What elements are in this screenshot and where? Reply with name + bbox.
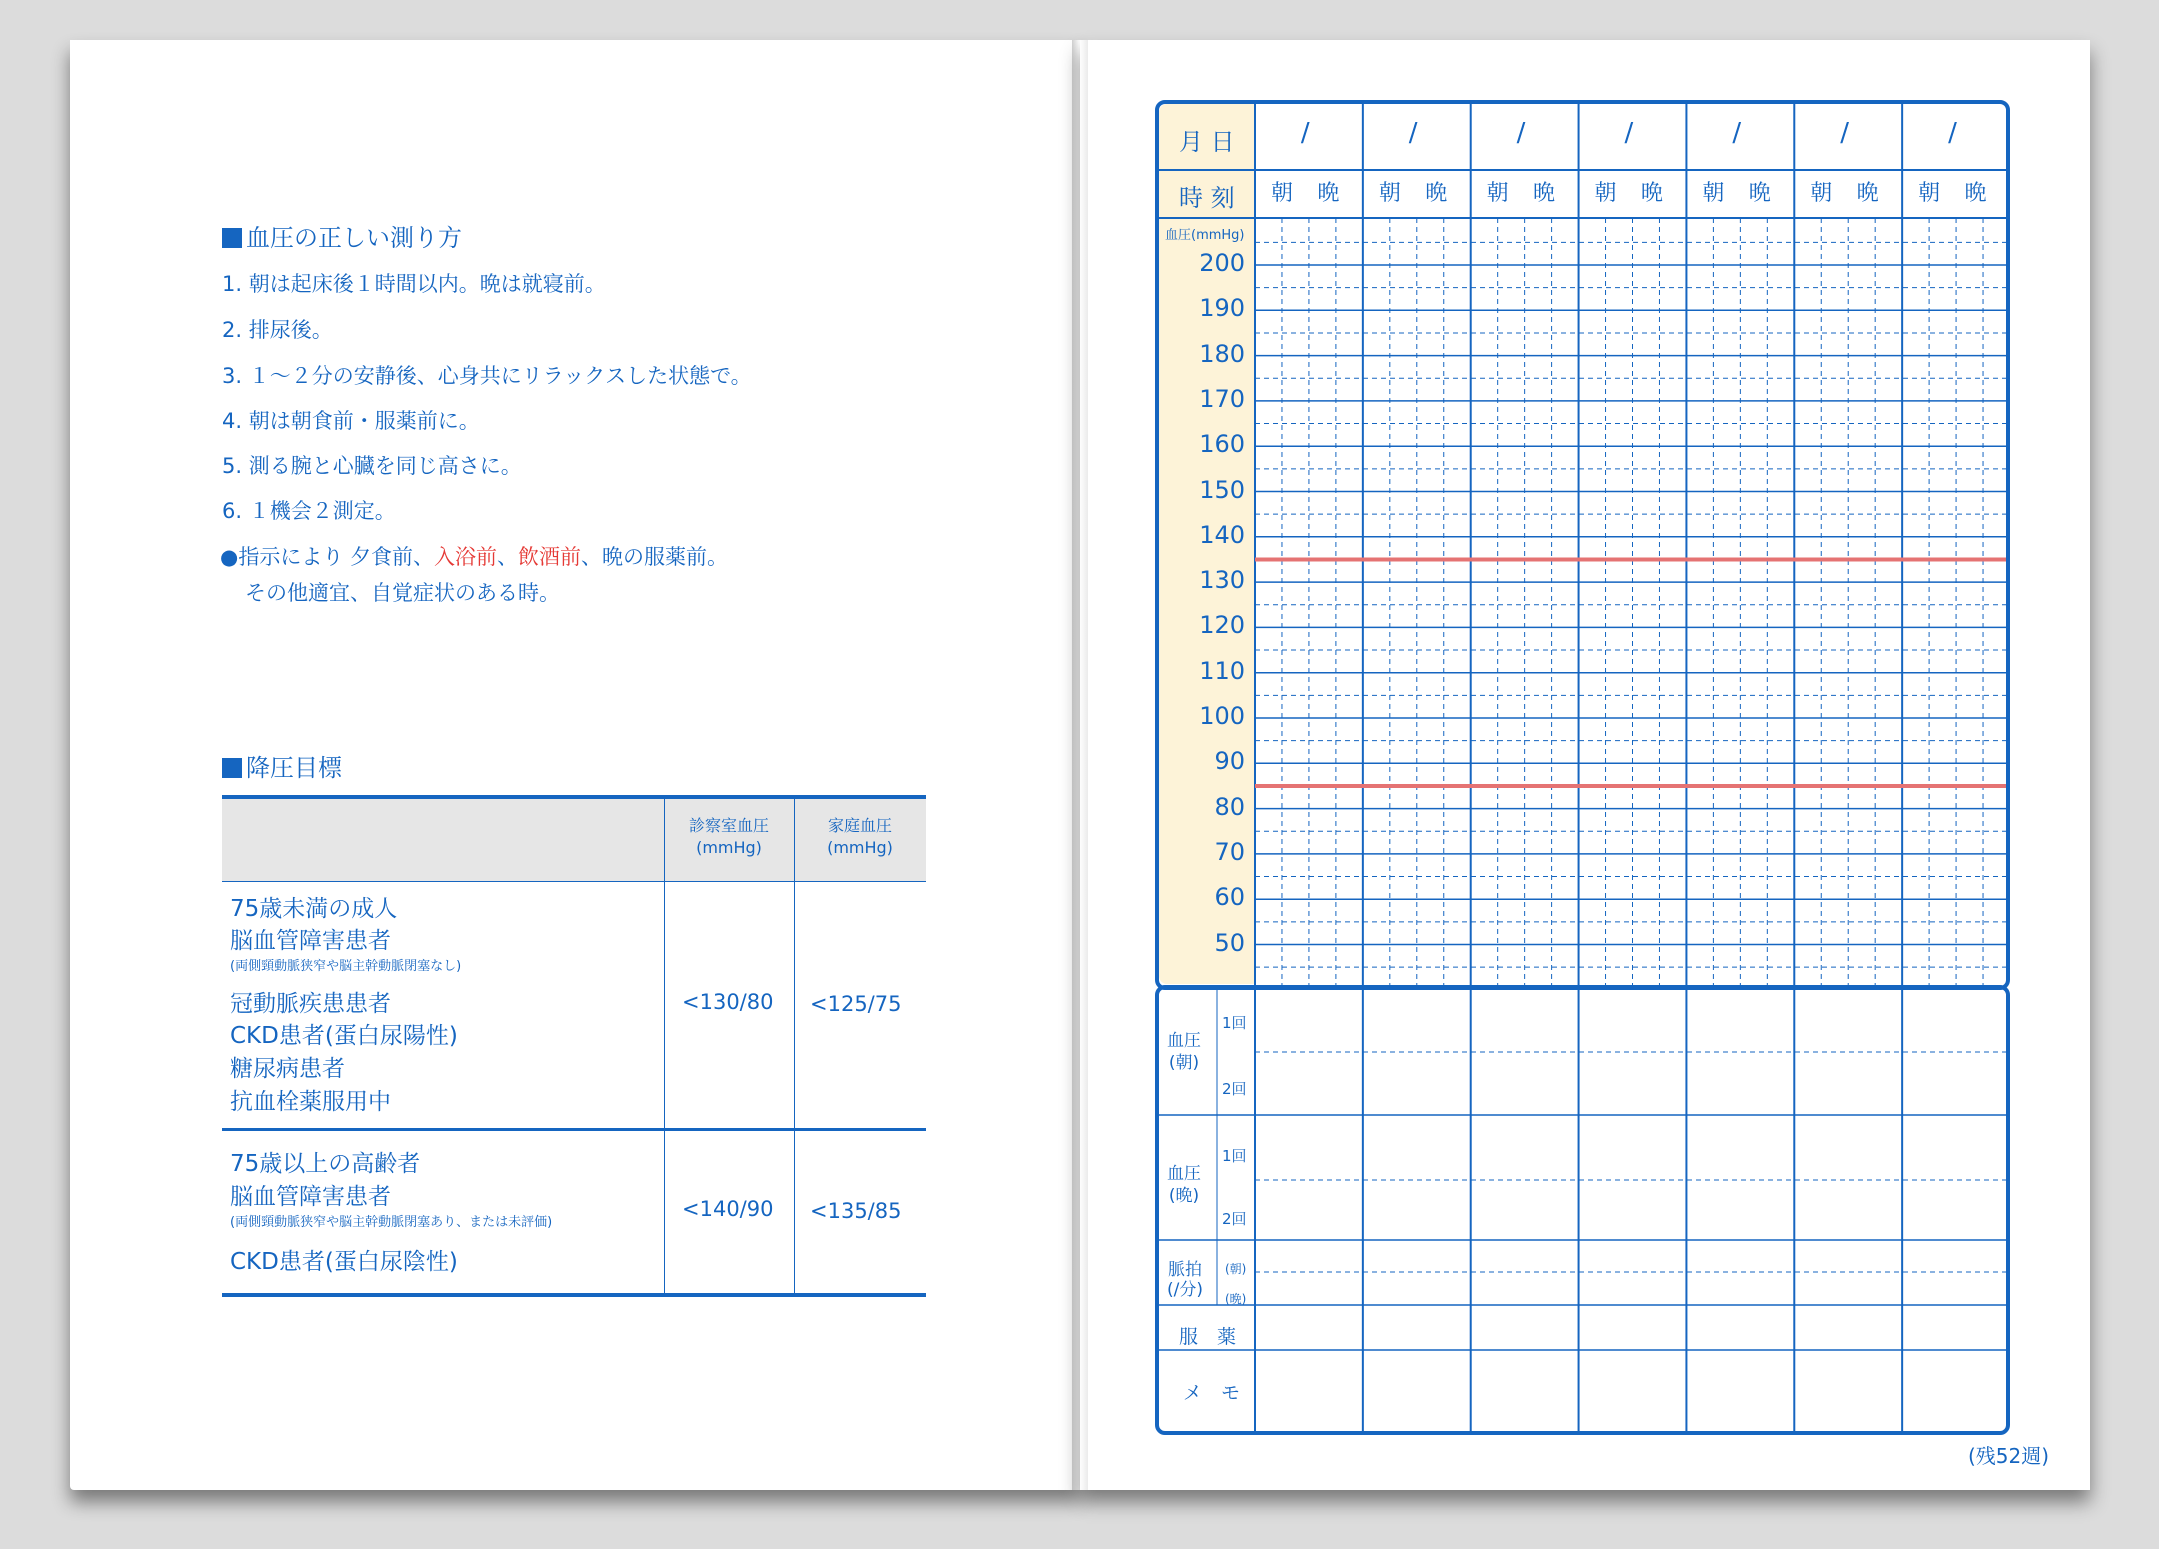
y-tick-label: 120 — [1199, 611, 1245, 640]
col-home-line1: 家庭血圧 — [827, 816, 892, 835]
y-tick-label: 110 — [1199, 656, 1245, 685]
bp-evening-label: 血圧 (晩) — [1167, 1164, 1201, 1206]
chart-lower-frame — [1155, 985, 2010, 1435]
target-title — [222, 748, 342, 783]
row2-office: <140/90 — [682, 1197, 774, 1221]
chart-upper-frame — [1155, 100, 2010, 990]
bp-evening-second: 2回 — [1222, 1210, 1247, 1228]
table-bottom-rule — [222, 1293, 926, 1297]
remaining-weeks: (残52週) — [1967, 1444, 2049, 1468]
square-bullet-icon — [222, 758, 242, 778]
evening-header: 晩 — [1317, 181, 1340, 206]
row1-line1: 75歳未満の成人 — [230, 896, 398, 922]
y-tick-label: 170 — [1199, 384, 1245, 413]
table-col-divider — [794, 799, 795, 1293]
row2-line3: (両側頸動脈狭窄や脳主幹動脈閉塞あり、または未評価) — [230, 1215, 553, 1230]
y-tick-label: 200 — [1199, 249, 1245, 277]
date-slash: / — [1408, 118, 1418, 148]
table-rule — [222, 881, 926, 882]
y-tick-label: 150 — [1199, 475, 1245, 504]
evening-header: 晩 — [1748, 181, 1771, 206]
table-rule — [222, 1128, 926, 1131]
memo-label: メ モ — [1183, 1382, 1241, 1404]
note-bath: 入浴前 — [434, 545, 497, 569]
y-tick-label: 50 — [1214, 928, 1245, 957]
unit-label: 血圧(mmHg) — [1165, 228, 1245, 243]
y-tick-label: 60 — [1214, 883, 1245, 912]
square-bullet-icon — [222, 228, 242, 248]
method-step-1: 1. 朝は起床後１時間以内。晩は就寝前。 — [222, 272, 606, 296]
row1-home: <125/75 — [810, 992, 902, 1016]
row1-line5: CKD患者(蛋白尿陽性) — [230, 1023, 458, 1049]
col-office-line2: (mmHg) — [696, 838, 762, 857]
evening-header: 晩 — [1533, 181, 1556, 206]
method-title — [222, 218, 462, 253]
y-tick-label: 80 — [1214, 792, 1245, 821]
evening-header: 晩 — [1425, 181, 1448, 206]
y-tick-label: 100 — [1199, 702, 1245, 730]
note-prefix: ●指示により 夕食前、 — [220, 545, 434, 569]
book-spine — [1072, 40, 1088, 1490]
row1-line4: 冠動脈疾患患者 — [230, 991, 391, 1017]
row1-line7: 抗血栓薬服用中 — [230, 1089, 391, 1115]
y-tick-label: 190 — [1199, 294, 1245, 323]
bp-evening-first: 1回 — [1222, 1147, 1247, 1165]
method-note-line2: その他適宜、自覚症状のある時。 — [245, 581, 560, 605]
date-slash: / — [1732, 118, 1742, 148]
pulse-morning: (朝) — [1225, 1262, 1247, 1276]
pulse-evening: (晩) — [1225, 1292, 1247, 1306]
col-home — [794, 815, 926, 859]
target-title-text: 降圧目標 — [246, 754, 342, 782]
col-office — [664, 815, 794, 859]
morning-header: 朝 — [1270, 181, 1293, 206]
morning-header: 朝 — [1702, 181, 1725, 206]
col-home-line2: (mmHg) — [827, 838, 893, 857]
method-step-4: 4. 朝は朝食前・服薬前に。 — [222, 409, 480, 433]
method-step-3: 3. １～２分の安静後、心身共にリラックスした状態で。 — [222, 364, 752, 388]
morning-header: 朝 — [1918, 181, 1941, 206]
bp-morning-first: 1回 — [1222, 1014, 1247, 1032]
method-step-2: 2. 排尿後。 — [222, 318, 333, 342]
morning-header: 朝 — [1378, 181, 1401, 206]
method-note — [220, 541, 728, 571]
morning-header: 朝 — [1810, 181, 1833, 206]
method-step-5: 5. 測る腕と心臓を同じ高さに。 — [222, 454, 522, 478]
y-tick-label: 180 — [1199, 339, 1245, 368]
row1-line2: 脳血管障害患者 — [230, 928, 391, 954]
y-tick-label: 70 — [1214, 837, 1245, 866]
date-slash: / — [1516, 118, 1526, 148]
pulse-label: 脈拍 (/分) — [1167, 1260, 1203, 1300]
target-table — [222, 795, 926, 1295]
note-sep: 、 — [497, 545, 518, 569]
date-slash: / — [1624, 118, 1634, 148]
y-tick-label: 140 — [1199, 520, 1245, 549]
row1-line3: (両側頸動脈狭窄や脳主幹動脈閉塞なし) — [230, 959, 462, 974]
row1-office: <130/80 — [682, 990, 774, 1014]
bp-record-chart — [1155, 100, 2010, 1435]
row2-home: <135/85 — [810, 1199, 902, 1223]
date-slash: / — [1840, 118, 1849, 148]
evening-header: 晩 — [1640, 181, 1663, 206]
row2-line4: CKD患者(蛋白尿陰性) — [230, 1249, 458, 1275]
y-tick-label: 90 — [1214, 747, 1245, 776]
morning-header: 朝 — [1594, 181, 1617, 206]
morning-header: 朝 — [1486, 181, 1509, 206]
row2-line1: 75歳以上の高齢者 — [230, 1151, 421, 1177]
col-office-line1: 診察室血圧 — [688, 816, 769, 835]
y-tick-label: 160 — [1199, 430, 1245, 459]
note-drink: 飲酒前 — [518, 545, 581, 569]
y-tick-label: 130 — [1199, 566, 1245, 595]
note-suffix: 、晩の服薬前。 — [581, 545, 728, 569]
method-step-6: 6. １機会２測定。 — [222, 499, 396, 523]
date-slash: / — [1300, 118, 1310, 148]
date-slash: / — [1948, 118, 1957, 148]
bp-morning-second: 2回 — [1222, 1080, 1247, 1098]
method-title-text: 血圧の正しい測り方 — [246, 224, 462, 252]
row2-line2: 脳血管障害患者 — [230, 1184, 391, 1210]
row1-line6: 糖尿病患者 — [230, 1056, 345, 1082]
evening-header: 晩 — [1964, 181, 1987, 206]
evening-header: 晩 — [1856, 181, 1879, 206]
time-label: 時 刻 — [1179, 184, 1235, 212]
table-col-divider — [664, 799, 665, 1293]
medicine-label: 服 薬 — [1179, 1326, 1237, 1348]
bp-morning-label: 血圧 (朝) — [1167, 1031, 1201, 1073]
date-label: 月 日 — [1179, 128, 1235, 156]
